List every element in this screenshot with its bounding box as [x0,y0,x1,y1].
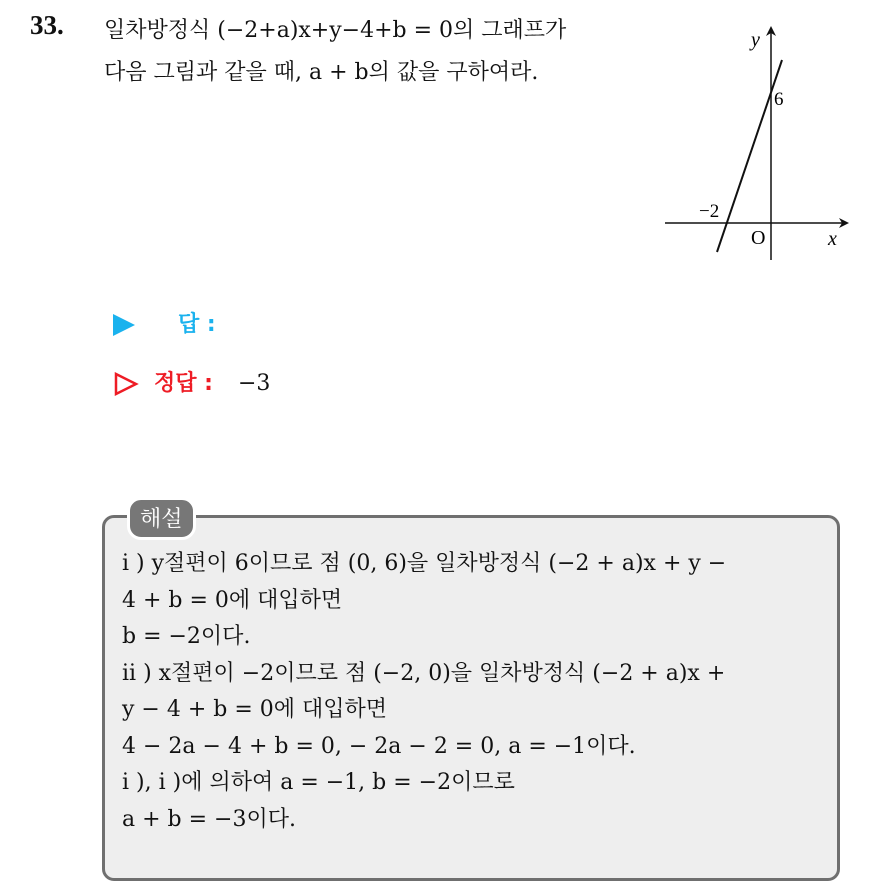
explanation-line: i ) y절편이 6이므로 점 (0, 6)을 일차방정식 (−2 + a)x + y − [122,551,727,576]
x-axis-label: x [828,228,837,250]
triangle-right-filled-icon [113,314,135,336]
y-intercept-label: 6 [774,89,784,110]
answer-row [113,307,216,338]
answer-label: 답 : [178,312,216,337]
correct-answer-row [113,366,270,397]
triangle-right-outline-icon [113,372,139,396]
explanation-line: 4 − 2a − 4 + b = 0, − 2a − 2 = 0, a = −1이다. [122,733,636,759]
coordinate-graph [650,20,850,265]
explanation-line: y − 4 + b = 0에 대입하면 [122,697,388,722]
x-intercept-label: −2 [699,201,720,222]
origin-label: O [751,227,766,249]
question-number: 33. [30,10,64,40]
explanation-line: ii ) x절편이 −2이므로 점 (−2, 0)을 일차방정식 (−2 + a)x + [122,660,726,686]
explanation-line: i ), i )에 의하여 a = −1, b = −2이므로 [122,770,515,795]
question-text-line1: 일차방정식 (−2+a)x+y−4+b = 0의 그래프가 [104,18,567,43]
explanation-text [122,546,832,838]
explanation-tag: 해설 [127,497,196,540]
explanation-line: a + b = −3이다. [122,806,296,832]
correct-answer-label: 정답 : [154,371,213,396]
question-text-line2: 다음 그림과 같을 때, a + b의 값을 구하여라. [104,60,539,85]
explanation-line: 4 + b = 0에 대입하면 [122,587,343,613]
explanation-line: b = −2이다. [122,624,251,649]
correct-answer-value: −3 [237,371,271,396]
y-axis-label: y [751,29,760,51]
